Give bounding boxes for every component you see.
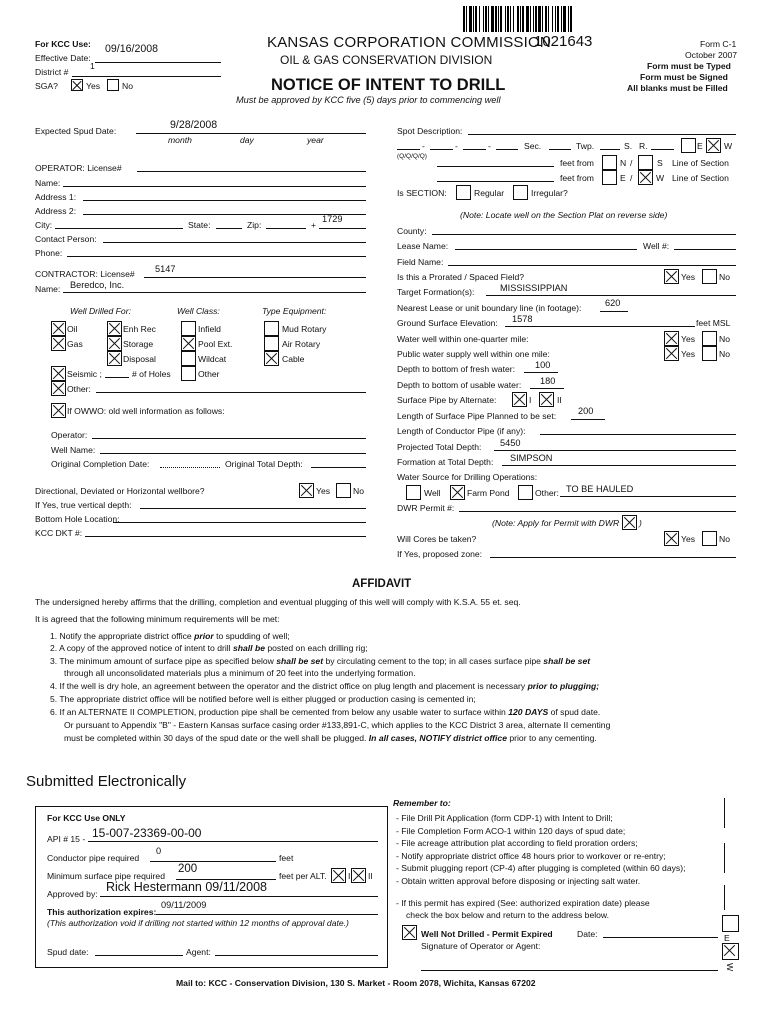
affidavit-title: AFFIDAVIT	[352, 578, 412, 590]
seismic-label: Seismic ;	[67, 369, 102, 379]
dwr-permit-label: DWR Permit #:	[397, 503, 455, 513]
projected-depth-value: 5450	[500, 438, 521, 448]
line-of-section-2: Line of Section	[672, 173, 729, 183]
remember-item: - File Completion Form ACO-1 within 120 days of spud date;	[396, 825, 626, 836]
kcc-alt-i-label: I	[348, 871, 351, 881]
day-caption: day	[240, 135, 254, 145]
type-equipment-heading: Type Equipment:	[262, 306, 327, 316]
bottom-hole-label: Bottom Hole Location:	[35, 514, 120, 524]
operator-label: OPERATOR: License#	[35, 163, 122, 173]
twp-label: Twp.	[576, 141, 595, 151]
spud-date-label: Expected Spud Date:	[35, 126, 117, 136]
form-typed-note: Form must be Typed	[647, 61, 731, 71]
kcc-agent-label: Agent:	[186, 947, 211, 957]
void-note: (This authorization void if drilling not started within 12 months of approval date.)	[47, 918, 349, 928]
address2-label: Address 2:	[35, 206, 77, 216]
conductor-length-label: Length of Conductor Pipe (if any):	[397, 426, 526, 436]
prorated-yes-checkbox[interactable]	[664, 269, 679, 284]
alt-ii-checkbox[interactable]	[539, 392, 554, 407]
air-rotary-checkbox[interactable]	[264, 336, 279, 351]
alt-i-label: I	[529, 395, 532, 405]
dwr-checkbox[interactable]	[622, 515, 637, 530]
water-other-label: Other:	[535, 488, 559, 498]
infield-checkbox[interactable]	[181, 321, 196, 336]
spot-description-label: Spot Description:	[397, 126, 463, 136]
other-class-checkbox[interactable]	[181, 366, 196, 381]
disposal-label: Disposal	[123, 354, 156, 364]
feet-per-alt-label: feet per ALT.	[279, 871, 327, 881]
sga-yes-checkbox[interactable]	[71, 79, 83, 91]
form-code: Form C-1	[700, 39, 737, 49]
directional-no-label: No	[353, 486, 364, 496]
side-w-checkbox[interactable]	[722, 943, 739, 960]
line-of-section-1: Line of Section	[672, 158, 729, 168]
alt-ii-label: II	[557, 395, 562, 405]
api-value: 15-007-23369-00-00	[92, 826, 202, 840]
cores-no-label: No	[719, 534, 730, 544]
cable-label: Cable	[282, 354, 305, 364]
affidavit-item-6-cont2: must be completed within 30 days of the spud date or the well shall be plugged. In all cases, NOTIFY district office prior to any cementing.	[64, 733, 597, 743]
directional-yes-label: Yes	[316, 486, 331, 496]
for-kcc-use-label: For KCC Use:	[35, 39, 91, 49]
storage-checkbox[interactable]	[107, 336, 122, 351]
wildcat-label: Wildcat	[198, 354, 227, 364]
water-well-checkbox[interactable]	[406, 485, 421, 500]
affidavit-paragraph-2: It is agreed that the following minimum requirements will be met:	[35, 614, 280, 624]
owwo-well-name-label: Well Name:	[51, 445, 96, 455]
phone-label: Phone:	[35, 248, 63, 258]
address1-label: Address 1:	[35, 192, 77, 202]
kcc-spud-date-label: Spud date:	[47, 947, 89, 957]
usable-water-label: Depth to bottom of usable water:	[397, 380, 522, 390]
fresh-water-value: 100	[535, 360, 551, 370]
proposed-zone-label: If Yes, proposed zone:	[397, 549, 483, 559]
oil-checkbox[interactable]	[51, 321, 66, 336]
expires-value: 09/11/2009	[161, 900, 207, 910]
cores-yes-label: Yes	[681, 534, 696, 544]
sec-label: Sec.	[524, 141, 542, 151]
not-drilled-label: Well Not Drilled - Permit Expired	[421, 929, 553, 939]
contractor-label: CONTRACTOR: License#	[35, 269, 135, 279]
owwo-checkbox[interactable]	[51, 403, 66, 418]
affidavit-item-3: 3. The minimum amount of surface pipe as specified below shall be set by circulating cement to the top; in all cases surface pipe shall be set	[50, 656, 591, 666]
farm-pond-checkbox[interactable]	[450, 485, 465, 500]
kcc-alt-ii-checkbox[interactable]	[351, 868, 366, 883]
r-label: R.	[639, 141, 648, 151]
zip-ext-value: 1729	[322, 214, 343, 224]
permit-expired-line-1: - If this permit has expired (See: authorized expiration date) please	[396, 898, 650, 908]
lease-name-label: Lease Name:	[397, 241, 449, 251]
cable-checkbox[interactable]	[264, 351, 279, 366]
cores-label: Will Cores be taken?	[397, 534, 477, 544]
public-water-label: Public water supply well within one mile:	[397, 349, 550, 359]
kcc-box-title: For KCC Use ONLY	[47, 813, 126, 823]
contact-label: Contact Person:	[35, 234, 97, 244]
orig-total-depth-label: Original Total Depth:	[225, 459, 303, 469]
conductor-required-label: Conductor pipe required	[47, 853, 140, 863]
mail-to-line: Mail to: KCC - Conservation Division, 130 S. Market - Room 2078, Wichita, Kansas 67202	[176, 978, 536, 988]
min-surface-label: Minimum surface pipe required	[47, 871, 165, 881]
api-label: API # 15 -	[47, 834, 86, 844]
mud-rotary-checkbox[interactable]	[264, 321, 279, 336]
not-drilled-date-label: Date:	[577, 929, 598, 939]
storage-label: Storage	[123, 339, 154, 349]
state-label: State:	[188, 220, 211, 230]
nearest-lease-label: Nearest Lease or unit boundary line (in footage):	[397, 303, 582, 313]
agency-title: KANSAS CORPORATION COMMISSION	[267, 34, 551, 51]
affidavit-item-4: 4. If the well is dry hole, an agreement between the operator and the district office on plug length and placement is necessary prior to plugging;	[50, 681, 600, 691]
other-class-label: Other	[198, 369, 220, 379]
locate-note: (Note: Locate well on the Section Plat on reverse side)	[460, 210, 668, 220]
spud-date-value: 9/28/2008	[170, 119, 218, 131]
irregular-label: Irregular?	[531, 188, 568, 198]
well-class-heading: Well Class:	[177, 306, 220, 316]
public-water-no-checkbox[interactable]	[702, 346, 717, 361]
n-label: N	[620, 158, 627, 168]
disposal-checkbox[interactable]	[107, 351, 122, 366]
n-checkbox[interactable]	[602, 155, 617, 170]
seismic-checkbox[interactable]	[51, 366, 66, 381]
feet-msl-label: feet MSL	[696, 318, 731, 328]
alt-i-checkbox[interactable]	[512, 392, 527, 407]
cores-no-checkbox[interactable]	[702, 531, 717, 546]
form-signed-note: Form must be Signed	[640, 72, 728, 82]
contractor-name-label: Name:	[35, 284, 61, 294]
water-quarter-no-checkbox[interactable]	[702, 331, 717, 346]
pool-ext-label: Pool Ext.	[198, 339, 233, 349]
sga-yes-label: Yes	[86, 81, 101, 91]
conductor-feet-label: feet	[279, 853, 294, 863]
projected-depth-label: Projected Total Depth:	[397, 442, 482, 452]
affidavit-item-6: 6. If an ALTERNATE II COMPLETION, production pipe shall be cemented from below any usable water to surface within 120 DAYS of spud date.	[50, 707, 601, 717]
directional-label: Directional, Deviated or Horizontal wellbore?	[35, 486, 205, 496]
field-name-label: Field Name:	[397, 257, 444, 267]
barcode-graphic	[463, 6, 653, 32]
farm-pond-label: Farm Pond	[467, 488, 510, 498]
remember-item: - Notify appropriate district office 48 hours prior to workover or re-entry;	[396, 850, 666, 861]
holes-label: # of Holes	[132, 369, 171, 379]
cores-yes-checkbox[interactable]	[664, 531, 679, 546]
water-quarter-label: Water well within one-quarter mile:	[397, 334, 529, 344]
remember-item: - File Drill Pit Application (form CDP-1) with Intent to Drill;	[396, 813, 613, 823]
usable-water-value: 180	[540, 376, 556, 386]
water-quarter-no-label: No	[719, 334, 730, 344]
affidavit-item-2: 2. A copy of the approved notice of intent to drill shall be posted on each drilling rig;	[50, 643, 368, 653]
directional-yes-checkbox[interactable]	[299, 483, 314, 498]
not-drilled-checkbox[interactable]	[402, 925, 417, 940]
affidavit-item-1: 1. Notify the appropriate district office prior to spudding of well;	[50, 631, 290, 641]
affidavit-item-3-cont: through all unconsolidated materials plus a minimum of 20 feet into the underlying formation.	[64, 668, 416, 678]
w-checkbox[interactable]	[706, 138, 721, 153]
approved-by-label: Approved by:	[47, 889, 98, 899]
irregular-checkbox[interactable]	[513, 185, 528, 200]
county-label: County:	[397, 226, 427, 236]
affidavit-item-6-cont: Or pursuant to Appendix "B" - Eastern Kansas surface casing order #133,891-C, which applies to the KCC District 3 area, alternate II cementing	[64, 720, 611, 730]
public-water-yes-label: Yes	[681, 349, 696, 359]
public-water-yes-checkbox[interactable]	[664, 346, 679, 361]
notice-title: NOTICE OF INTENT TO DRILL	[271, 76, 506, 94]
water-quarter-yes-checkbox[interactable]	[664, 331, 679, 346]
sga-no-checkbox[interactable]	[107, 79, 119, 91]
sga-label: SGA?	[35, 81, 58, 91]
form-date: October 2007	[685, 50, 738, 60]
water-other-value: TO BE HAULED	[566, 484, 634, 494]
sga-no-label: No	[122, 81, 133, 91]
water-quarter-yes-label: Yes	[681, 334, 696, 344]
dwr-note: (Note: Apply for Permit with DWR	[492, 518, 620, 528]
is-section-label: Is SECTION:	[397, 188, 447, 198]
month-caption: month	[168, 135, 192, 145]
contractor-name-value: Beredco, Inc.	[70, 280, 125, 290]
side-e-label: E	[724, 933, 730, 943]
effective-date-value: 09/16/2008	[105, 43, 159, 55]
water-source-label: Water Source for Drilling Operations:	[397, 472, 538, 482]
affidavit-item-5: 5. The appropriate district office will be notified before well is either plugged or production casing is cemented in;	[50, 694, 476, 704]
well-drilled-for-heading: Well Drilled For:	[70, 306, 131, 316]
public-water-no-label: No	[719, 349, 730, 359]
w2-label: W	[656, 173, 665, 183]
s-label: S.	[624, 141, 633, 151]
prorated-label: Is this a Prorated / Spaced Field?	[397, 272, 525, 282]
approved-by-value: Rick Hestermann 09/11/2008	[106, 880, 267, 894]
signature-label: Signature of Operator or Agent:	[421, 941, 541, 951]
zip-label: Zip:	[247, 220, 262, 230]
regular-label: Regular	[474, 188, 505, 198]
kcc-alt-ii-label: II	[368, 871, 373, 881]
remember-item: - File acreage attribution plat according to field proration orders;	[396, 838, 638, 848]
enh-rec-checkbox[interactable]	[107, 321, 122, 336]
affidavit-paragraph-1: The undersigned hereby affirms that the drilling, completion and eventual plugging of this well will comply with K.S.A. 55 et. seq.	[35, 597, 521, 607]
e2-checkbox[interactable]	[602, 170, 617, 185]
kcc-dkt-label: KCC DKT #:	[35, 528, 83, 538]
wildcat-checkbox[interactable]	[181, 351, 196, 366]
w2-checkbox[interactable]	[638, 170, 653, 185]
tvd-label: If Yes, true vertical depth:	[35, 500, 132, 510]
submitted-electronically: Submitted Electronically	[26, 773, 187, 790]
target-formation-label: Target Formation(s):	[397, 287, 475, 297]
city-label: City:	[35, 220, 53, 230]
side-w-label: W	[725, 962, 736, 972]
operator-name-label: Name:	[35, 178, 61, 188]
other-purpose-label: Other:	[67, 384, 91, 394]
surface-alt-label: Surface Pipe by Alternate:	[397, 395, 497, 405]
feet-from-label-1: feet from	[560, 158, 594, 168]
w-label: W	[724, 141, 733, 151]
pool-ext-checkbox[interactable]	[181, 336, 196, 351]
district-value: 1	[90, 61, 95, 71]
prorated-no-label: No	[719, 272, 730, 282]
expires-label: This authorization expires:	[47, 907, 157, 917]
oil-label: Oil	[67, 324, 78, 334]
e-label: E	[697, 141, 703, 151]
remember-item: - Obtain written approval before disposing or injecting salt water.	[396, 875, 641, 886]
owwo-operator-label: Operator:	[51, 430, 88, 440]
mud-rotary-label: Mud Rotary	[282, 324, 327, 334]
min-surface-value: 200	[178, 863, 198, 875]
formation-td-label: Formation at Total Depth:	[397, 457, 494, 467]
ground-elevation-label: Ground Surface Elevation:	[397, 318, 498, 328]
effective-date-label: Effective Date:	[35, 53, 91, 63]
e-checkbox[interactable]	[681, 138, 696, 153]
owwo-label: If OWWO: old well information as follows:	[67, 406, 225, 416]
surface-length-label: Length of Surface Pipe Planned to be set:	[397, 411, 557, 421]
s2-label: S	[657, 158, 663, 168]
nearest-lease-value: 620	[605, 298, 621, 308]
prorated-yes-label: Yes	[681, 272, 696, 282]
district-label: District #	[35, 67, 69, 77]
remember-title: Remember to:	[393, 798, 451, 808]
ground-elevation-value: 1578	[512, 314, 533, 324]
infield-label: Infield	[198, 324, 221, 334]
year-caption: year	[307, 135, 324, 145]
regular-checkbox[interactable]	[456, 185, 471, 200]
permit-expired-line-2: check the box below and return to the address below.	[406, 910, 610, 920]
prorated-no-checkbox[interactable]	[702, 269, 717, 284]
target-formation-value: MISSISSIPPIAN	[500, 283, 568, 293]
surface-length-value: 200	[578, 406, 594, 416]
s-checkbox[interactable]	[638, 155, 653, 170]
fresh-water-label: Depth to bottom of fresh water:	[397, 364, 515, 374]
directional-no-checkbox[interactable]	[336, 483, 351, 498]
side-e-checkbox[interactable]	[722, 915, 739, 932]
other-purpose-checkbox[interactable]	[51, 381, 66, 396]
air-rotary-label: Air Rotary	[282, 339, 321, 349]
contractor-license-value: 5147	[155, 264, 176, 274]
enh-rec-label: Enh Rec	[123, 324, 156, 334]
well-number-label: Well #:	[643, 241, 670, 251]
document-number: 1021643	[534, 33, 593, 50]
orig-completion-label: Original Completion Date:	[51, 459, 150, 469]
water-other-checkbox[interactable]	[518, 485, 533, 500]
formation-td-value: SIMPSON	[510, 453, 553, 463]
kcc-alt-i-checkbox[interactable]	[331, 868, 346, 883]
e2-label: E	[620, 173, 626, 183]
water-well-label: Well	[424, 488, 441, 498]
form-blanks-note: All blanks must be Filled	[627, 83, 728, 93]
remember-item: - Submit plugging report (CP-4) after plugging is completed (within 60 days);	[396, 863, 686, 873]
qqqq-caption: (Q/Q/Q/Q)	[397, 153, 427, 160]
conductor-required-value: 0	[156, 846, 162, 856]
approval-note: Must be approved by KCC five (5) days prior to commencing well	[236, 95, 501, 105]
barcode	[463, 6, 653, 32]
gas-checkbox[interactable]	[51, 336, 66, 351]
feet-from-label-2: feet from	[560, 173, 594, 183]
gas-label: Gas	[67, 339, 83, 349]
division-title: OIL & GAS CONSERVATION DIVISION	[280, 53, 493, 67]
